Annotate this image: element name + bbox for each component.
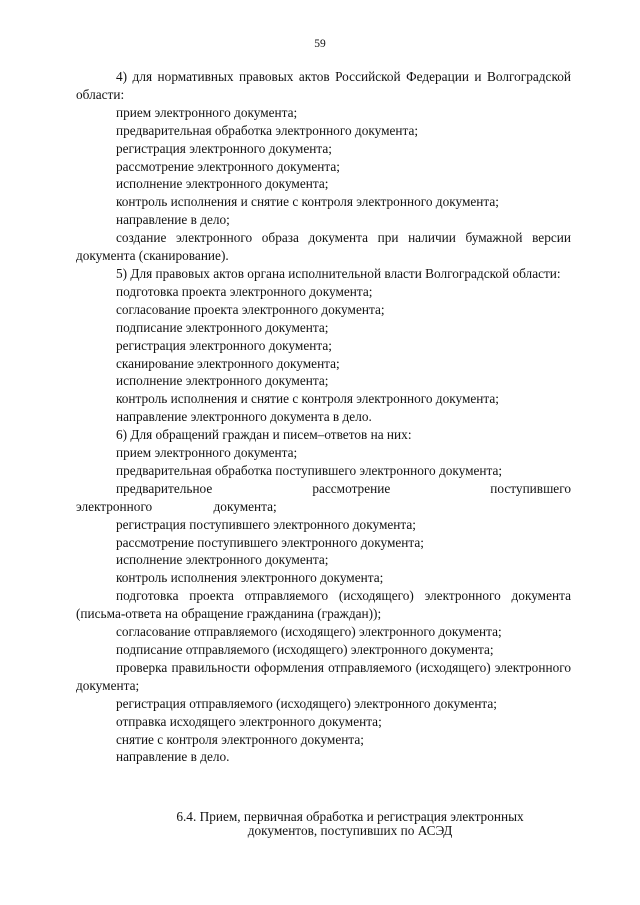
list-item: прием электронного документа; [116, 445, 298, 461]
list-item: согласование проекта электронного документа; [116, 301, 385, 317]
page-number: 59 [314, 38, 326, 50]
list-item: регистрация отправляемого (исходящего) электронного документа; [116, 695, 497, 711]
list-item: предварительная обработка электронного документа; [116, 122, 419, 138]
list-item: направление в дело; [116, 212, 230, 228]
list-item: регистрация поступившего электронного документа; [116, 516, 416, 532]
section-heading-line: 6.4. Прием, первичная обработка и регистрация электронных [176, 809, 524, 824]
list-item: исполнение электронного документа; [116, 373, 329, 389]
list-item: подготовка проекта отправляемого (исходящего) электронного документа (письма-ответа на обращение гражданина (граждан)); [76, 588, 571, 622]
list-item: контроль исполнения и снятие с контроля электронного документа; [116, 194, 499, 210]
list-item: направление электронного документа в дело. [116, 409, 372, 425]
list-item: подписание отправляемого (исходящего) электронного документа; [116, 642, 494, 657]
list-item: исполнение электронного документа; [116, 176, 329, 192]
list-item: подписание электронного документа; [116, 319, 329, 335]
section-heading [130, 810, 570, 838]
list-item: снятие с контроля электронного документа; [116, 731, 364, 747]
list-item: прием электронного документа; [116, 104, 298, 120]
list-item: направление в дело. [116, 749, 230, 765]
list-item: исполнение электронного документа; [116, 552, 329, 568]
list-item: рассмотрение поступившего электронного документа; [116, 534, 424, 550]
list-item: регистрация электронного документа; [116, 337, 332, 353]
section-heading-line: документов, поступивших по АСЭД [247, 823, 453, 838]
list-item: сканирование электронного документа; [116, 355, 340, 371]
list-item: контроль исполнения и снятие с контроля электронного документа; [116, 391, 499, 407]
list-item: регистрация электронного документа; [116, 140, 332, 156]
list-item: предварительное рассмотрение поступившего электронного документа; [76, 480, 571, 514]
section-6-intro: 6) Для обращений граждан и писем–ответов на них: [116, 427, 412, 443]
list-item: контроль исполнения электронного документа; [116, 570, 384, 586]
list-item: подготовка проекта электронного документа; [116, 283, 373, 299]
section-5-intro: 5) Для правовых актов органа исполнительной власти Волгоградской области: [116, 265, 561, 281]
list-item: проверка правильности оформления отправляемого (исходящего) электронного документа; [76, 659, 571, 693]
list-item: согласование отправляемого (исходящего) электронного документа; [116, 624, 502, 640]
list-item: рассмотрение электронного документа; [116, 158, 340, 174]
list-item: отправка исходящего электронного документа; [116, 713, 382, 729]
list-item: предварительная обработка поступившего электронного документа; [116, 462, 503, 478]
list-item: создание электронного образа документа при наличии бумажной версии документа (сканирование). [76, 230, 571, 264]
section-4-intro: 4) для нормативных правовых актов Российской Федерации и Волгоградской области: [76, 69, 571, 102]
document-body [76, 68, 571, 766]
